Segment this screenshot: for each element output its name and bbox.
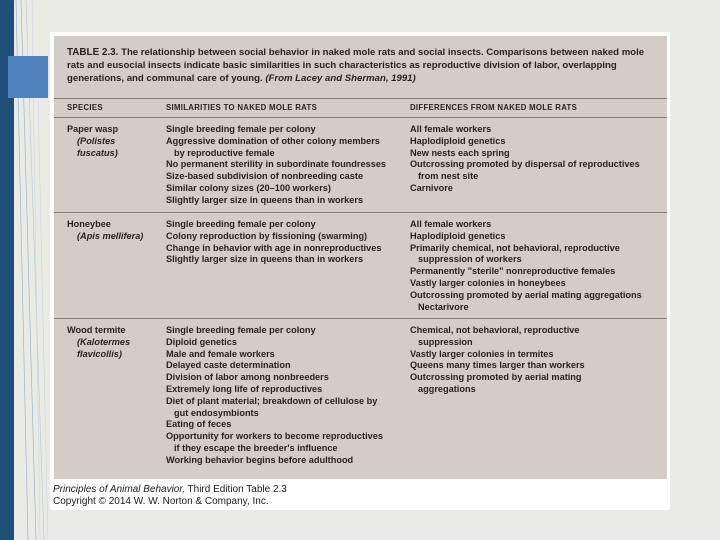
difference-item: Haplodiploid genetics xyxy=(410,230,506,241)
similarity-item: Diploid genetics xyxy=(166,336,237,347)
species-scientific-name: (Apis mellifera) xyxy=(77,230,144,241)
source-credit xyxy=(53,484,287,508)
book-credit-line xyxy=(53,484,287,496)
difference-item: Queens many times larger than workers xyxy=(410,360,585,371)
similarity-item: Extremely long life of reproductives xyxy=(166,383,323,394)
caption-title: The relationship between social behavior in naked mole rats and social insects. xyxy=(121,47,484,58)
species-common-name: Wood termite xyxy=(67,325,126,335)
caption-text: Comparisons between naked mole rats and eusocial insects indicate basic similarities in such characteristics as reproductive division of labor, overlapping generations, and communal care of young. xyxy=(67,47,645,84)
header-similarities: SIMILARITIES TO NAKED MOLE RATS xyxy=(166,103,318,112)
difference-item: Vastly larger colonies in honeybees xyxy=(410,277,566,288)
caption-source: (From Lacey and Sherman, 1991) xyxy=(265,73,416,84)
similarity-item: Opportunity for workers to become reproductives xyxy=(166,431,383,442)
row-divider xyxy=(54,212,667,213)
species-cell xyxy=(67,219,157,243)
similarity-item: Single breeding female per colony xyxy=(166,124,316,134)
difference-item: Outcrossing promoted by aerial mating aggregations xyxy=(410,289,642,300)
differences-cell xyxy=(410,325,660,396)
species-common-name: Honeybee xyxy=(67,219,111,229)
slide-content xyxy=(50,32,670,510)
header-differences: DIFFERENCES FROM NAKED MOLE RATS xyxy=(410,103,578,112)
difference-item: Permanently "sterile" nonreproductive females xyxy=(410,266,616,277)
slide-accent-bar xyxy=(8,56,48,98)
similarity-item: Similar colony sizes (20–100 workers) xyxy=(166,182,331,193)
species-cell xyxy=(67,325,157,360)
similarity-item: if they escape the breeder's influence xyxy=(174,442,338,453)
similarities-cell xyxy=(166,219,406,266)
similarity-item: Eating of feces xyxy=(166,419,232,430)
similarity-item: No permanent sterility in subordinate foundresses xyxy=(166,159,387,170)
similarity-item: Change in behavior with age in nonreproductives xyxy=(166,242,382,253)
difference-item: Haplodiploid genetics xyxy=(410,135,506,146)
similarity-item: gut endosymbionts xyxy=(174,407,259,418)
header-bottom-rule xyxy=(54,117,667,118)
difference-item: Carnivore xyxy=(410,182,453,193)
difference-item: Outcrossing promoted by aerial mating xyxy=(410,372,582,383)
similarity-item: Slightly larger size in queens than in workers xyxy=(166,194,364,205)
similarity-item: Size-based subdivision of nonbreeding caste xyxy=(166,171,364,182)
book-edition: Third Edition xyxy=(187,484,244,495)
differences-cell xyxy=(410,124,660,195)
copyright-line: Copyright © 2014 W. W. Norton & Company, Inc. xyxy=(53,496,269,507)
species-scientific-name: (Kalotermes xyxy=(77,336,131,347)
similarity-item: Working behavior begins before adulthood xyxy=(166,454,354,465)
difference-item: suppression xyxy=(418,336,473,347)
similarities-cell xyxy=(166,325,406,467)
species-scientific-name: flavicollis) xyxy=(77,348,122,359)
difference-item: Primarily chemical, not behavioral, reproductive xyxy=(410,242,620,253)
header-top-rule xyxy=(54,98,667,99)
difference-item: suppression of workers xyxy=(418,254,522,265)
similarity-item: Slightly larger size in queens than in workers xyxy=(166,254,364,265)
similarity-item: by reproductive female xyxy=(174,147,275,158)
species-cell xyxy=(67,124,157,159)
similarity-item: Division of labor among nonbreeders xyxy=(166,372,329,383)
similarity-item: Aggressive domination of other colony members xyxy=(166,135,380,146)
difference-item: Vastly larger colonies in termites xyxy=(410,348,554,359)
difference-item: aggregations xyxy=(418,383,476,394)
species-scientific-name: fuscatus) xyxy=(77,147,118,158)
difference-item: Chemical, not behavioral, reproductive xyxy=(410,325,580,335)
species-common-name: Paper wasp xyxy=(67,124,119,134)
similarity-item: Delayed caste determination xyxy=(166,360,291,371)
row-divider xyxy=(54,318,667,319)
similarity-item: Colony reproduction by fissioning (swarming) xyxy=(166,230,368,241)
difference-item: All female workers xyxy=(410,124,492,134)
difference-item: from nest site xyxy=(418,171,479,182)
similarity-item: Male and female workers xyxy=(166,348,275,359)
table-image xyxy=(54,36,667,479)
difference-item: All female workers xyxy=(410,219,492,229)
similarities-cell xyxy=(166,124,406,207)
differences-cell xyxy=(410,219,660,313)
table-caption xyxy=(67,46,657,85)
book-title: Principles of Animal Behavior, xyxy=(53,484,185,495)
species-scientific-name: (Polistes xyxy=(77,135,116,146)
difference-item: Outcrossing promoted by dispersal of reproductives xyxy=(410,159,640,170)
table-reference: Table 2.3 xyxy=(246,484,287,495)
similarity-item: Single breeding female per colony xyxy=(166,325,316,335)
similarity-item: Single breeding female per colony xyxy=(166,219,316,229)
header-species: SPECIES xyxy=(67,103,103,112)
difference-item: Nectarivore xyxy=(418,301,469,312)
difference-item: New nests each spring xyxy=(410,147,510,158)
caption-label: TABLE 2.3. xyxy=(67,47,119,58)
similarity-item: Diet of plant material; breakdown of cellulose by xyxy=(166,395,378,406)
